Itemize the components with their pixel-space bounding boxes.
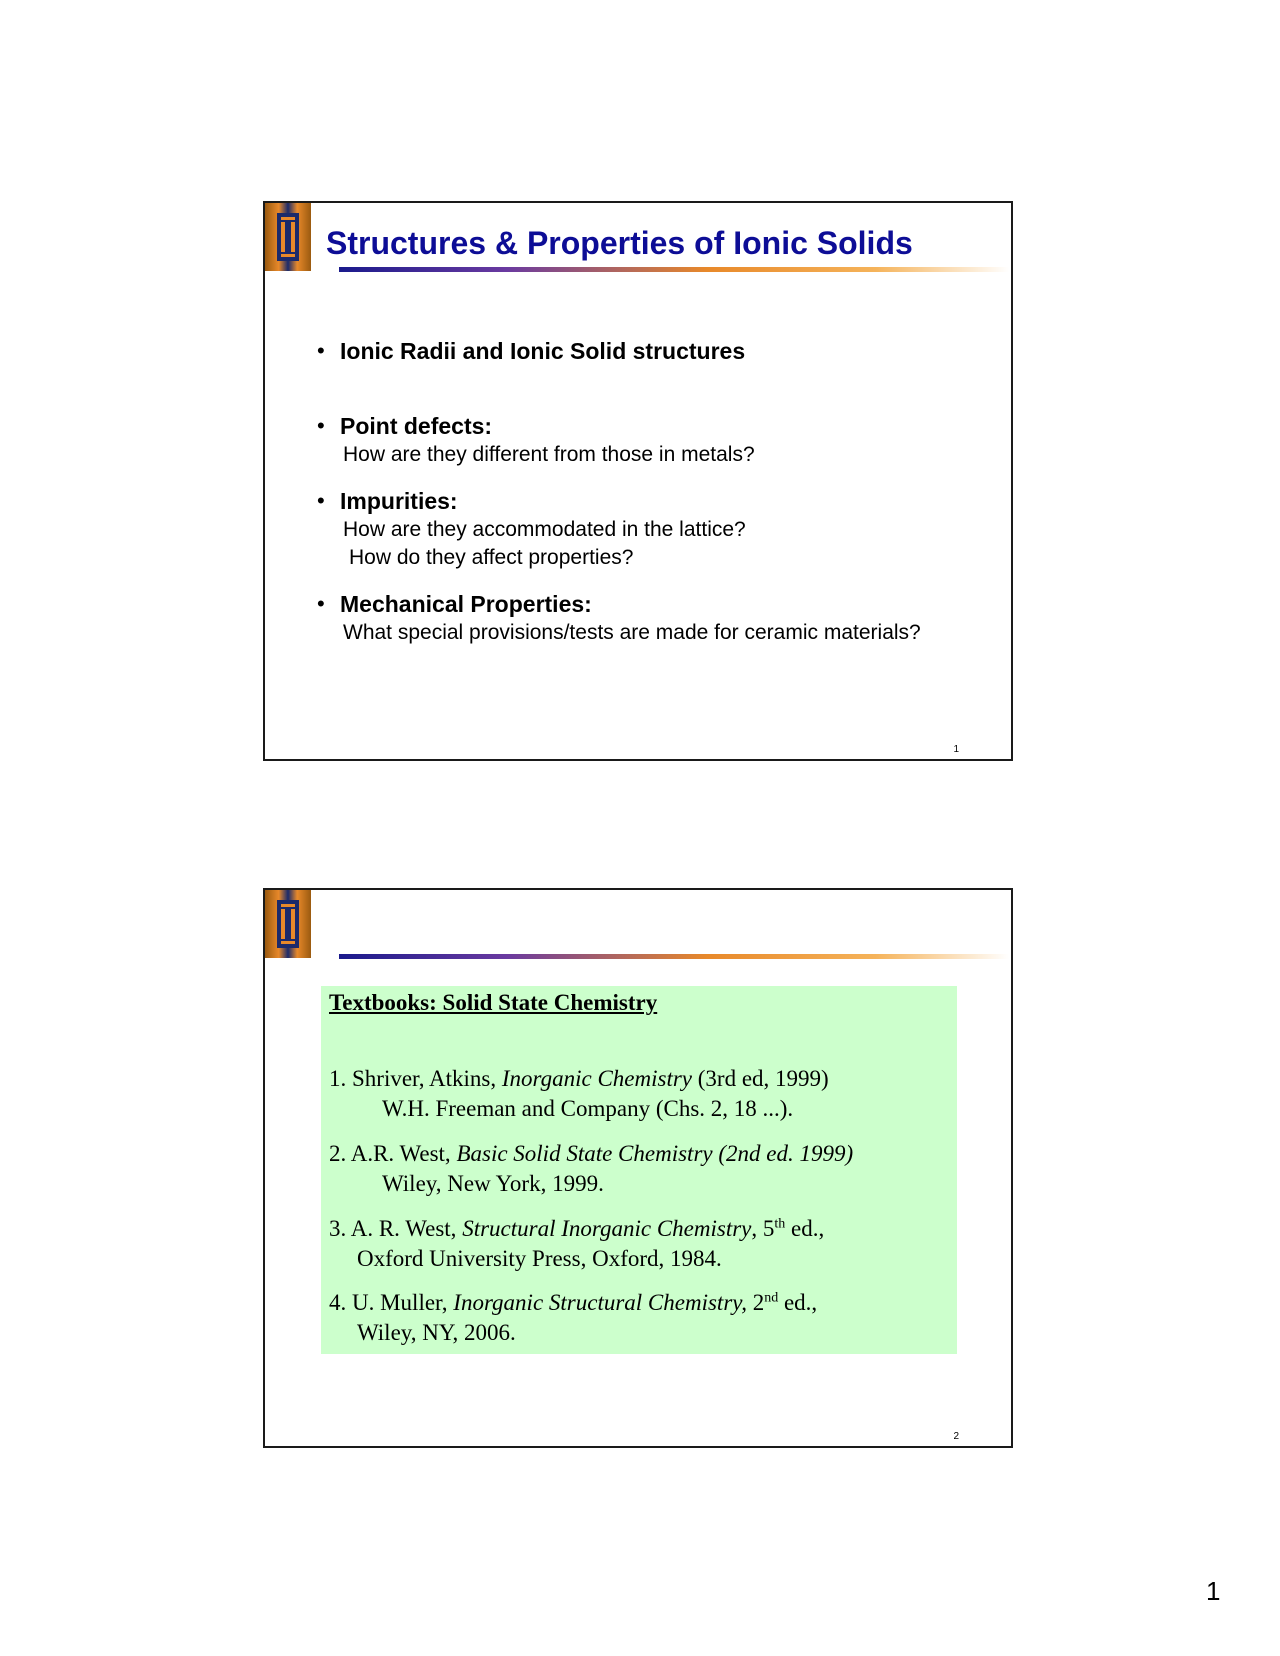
slide-1 [263,201,1013,761]
bullet-dot: • [317,338,325,363]
reference-text: , 5 [751,1216,775,1241]
bullet-subtext: How are they accommodated in the lattice? [343,518,746,541]
reference-publisher: Oxford University Press, Oxford, 1984. [357,1246,722,1271]
reference-book-title: Inorganic Structural Chemistry, [453,1290,747,1315]
reference-text: 3. A. R. West, [329,1216,463,1241]
bullet-heading: Point defects: [340,413,493,439]
page-number: 1 [1206,1576,1221,1606]
reference-book-title: Basic Solid State Chemistry (2nd ed. 1999) [456,1141,854,1166]
bullet-dot: • [317,488,325,513]
reference-item [329,1290,817,1316]
reference-publisher: Wiley, NY, 2006. [357,1320,516,1345]
reference-heading: Textbooks: Solid State Chemistry [329,990,658,1015]
slide-2 [263,888,1013,1448]
reference-book-title: Inorganic Chemistry [501,1066,693,1091]
slide-number: 1 [953,744,959,755]
reference-publisher: W.H. Freeman and Company (Chs. 2, 18 ...). [382,1096,794,1121]
reference-text: (3rd ed, 1999) [692,1066,829,1091]
reference-item [329,1066,829,1092]
reference-text: ed., [785,1216,825,1241]
reference-superscript: nd [764,1290,779,1306]
reference-text: 1. Shriver, Atkins, [329,1066,502,1091]
bullet-heading: Impurities: [340,488,458,514]
bullet-heading: Ionic Radii and Ionic Solid structures [340,338,746,364]
reference-text: 2. A.R. West, [329,1141,457,1166]
textbook-reference-box [321,986,957,1354]
reference-superscript: th [774,1216,786,1232]
reference-text: 2 [746,1290,765,1315]
title-underline [339,267,1009,272]
reference-item [329,1216,824,1242]
reference-text: 4. U. Muller, [329,1290,454,1315]
title-underline [339,954,1009,959]
slide-number: 2 [953,1431,959,1442]
bullet-dot: • [317,413,325,438]
slide-title: Structures & Properties of Ionic Solids [326,225,913,261]
illinois-logo-icon [265,890,311,958]
reference-book-title: Structural Inorganic Chemistry [462,1216,752,1241]
bullet-subtext: What special provisions/tests are made for ceramic materials? [343,621,921,644]
reference-item [329,1141,853,1167]
bullet-subtext: How are they different from those in metals? [343,443,755,466]
reference-text: ed., [778,1290,818,1315]
illinois-logo-icon [265,203,311,271]
bullet-heading: Mechanical Properties: [340,591,592,617]
bullet-dot: • [317,591,325,616]
bullet-subtext: How do they affect properties? [349,546,634,569]
reference-publisher: Wiley, New York, 1999. [382,1171,604,1196]
